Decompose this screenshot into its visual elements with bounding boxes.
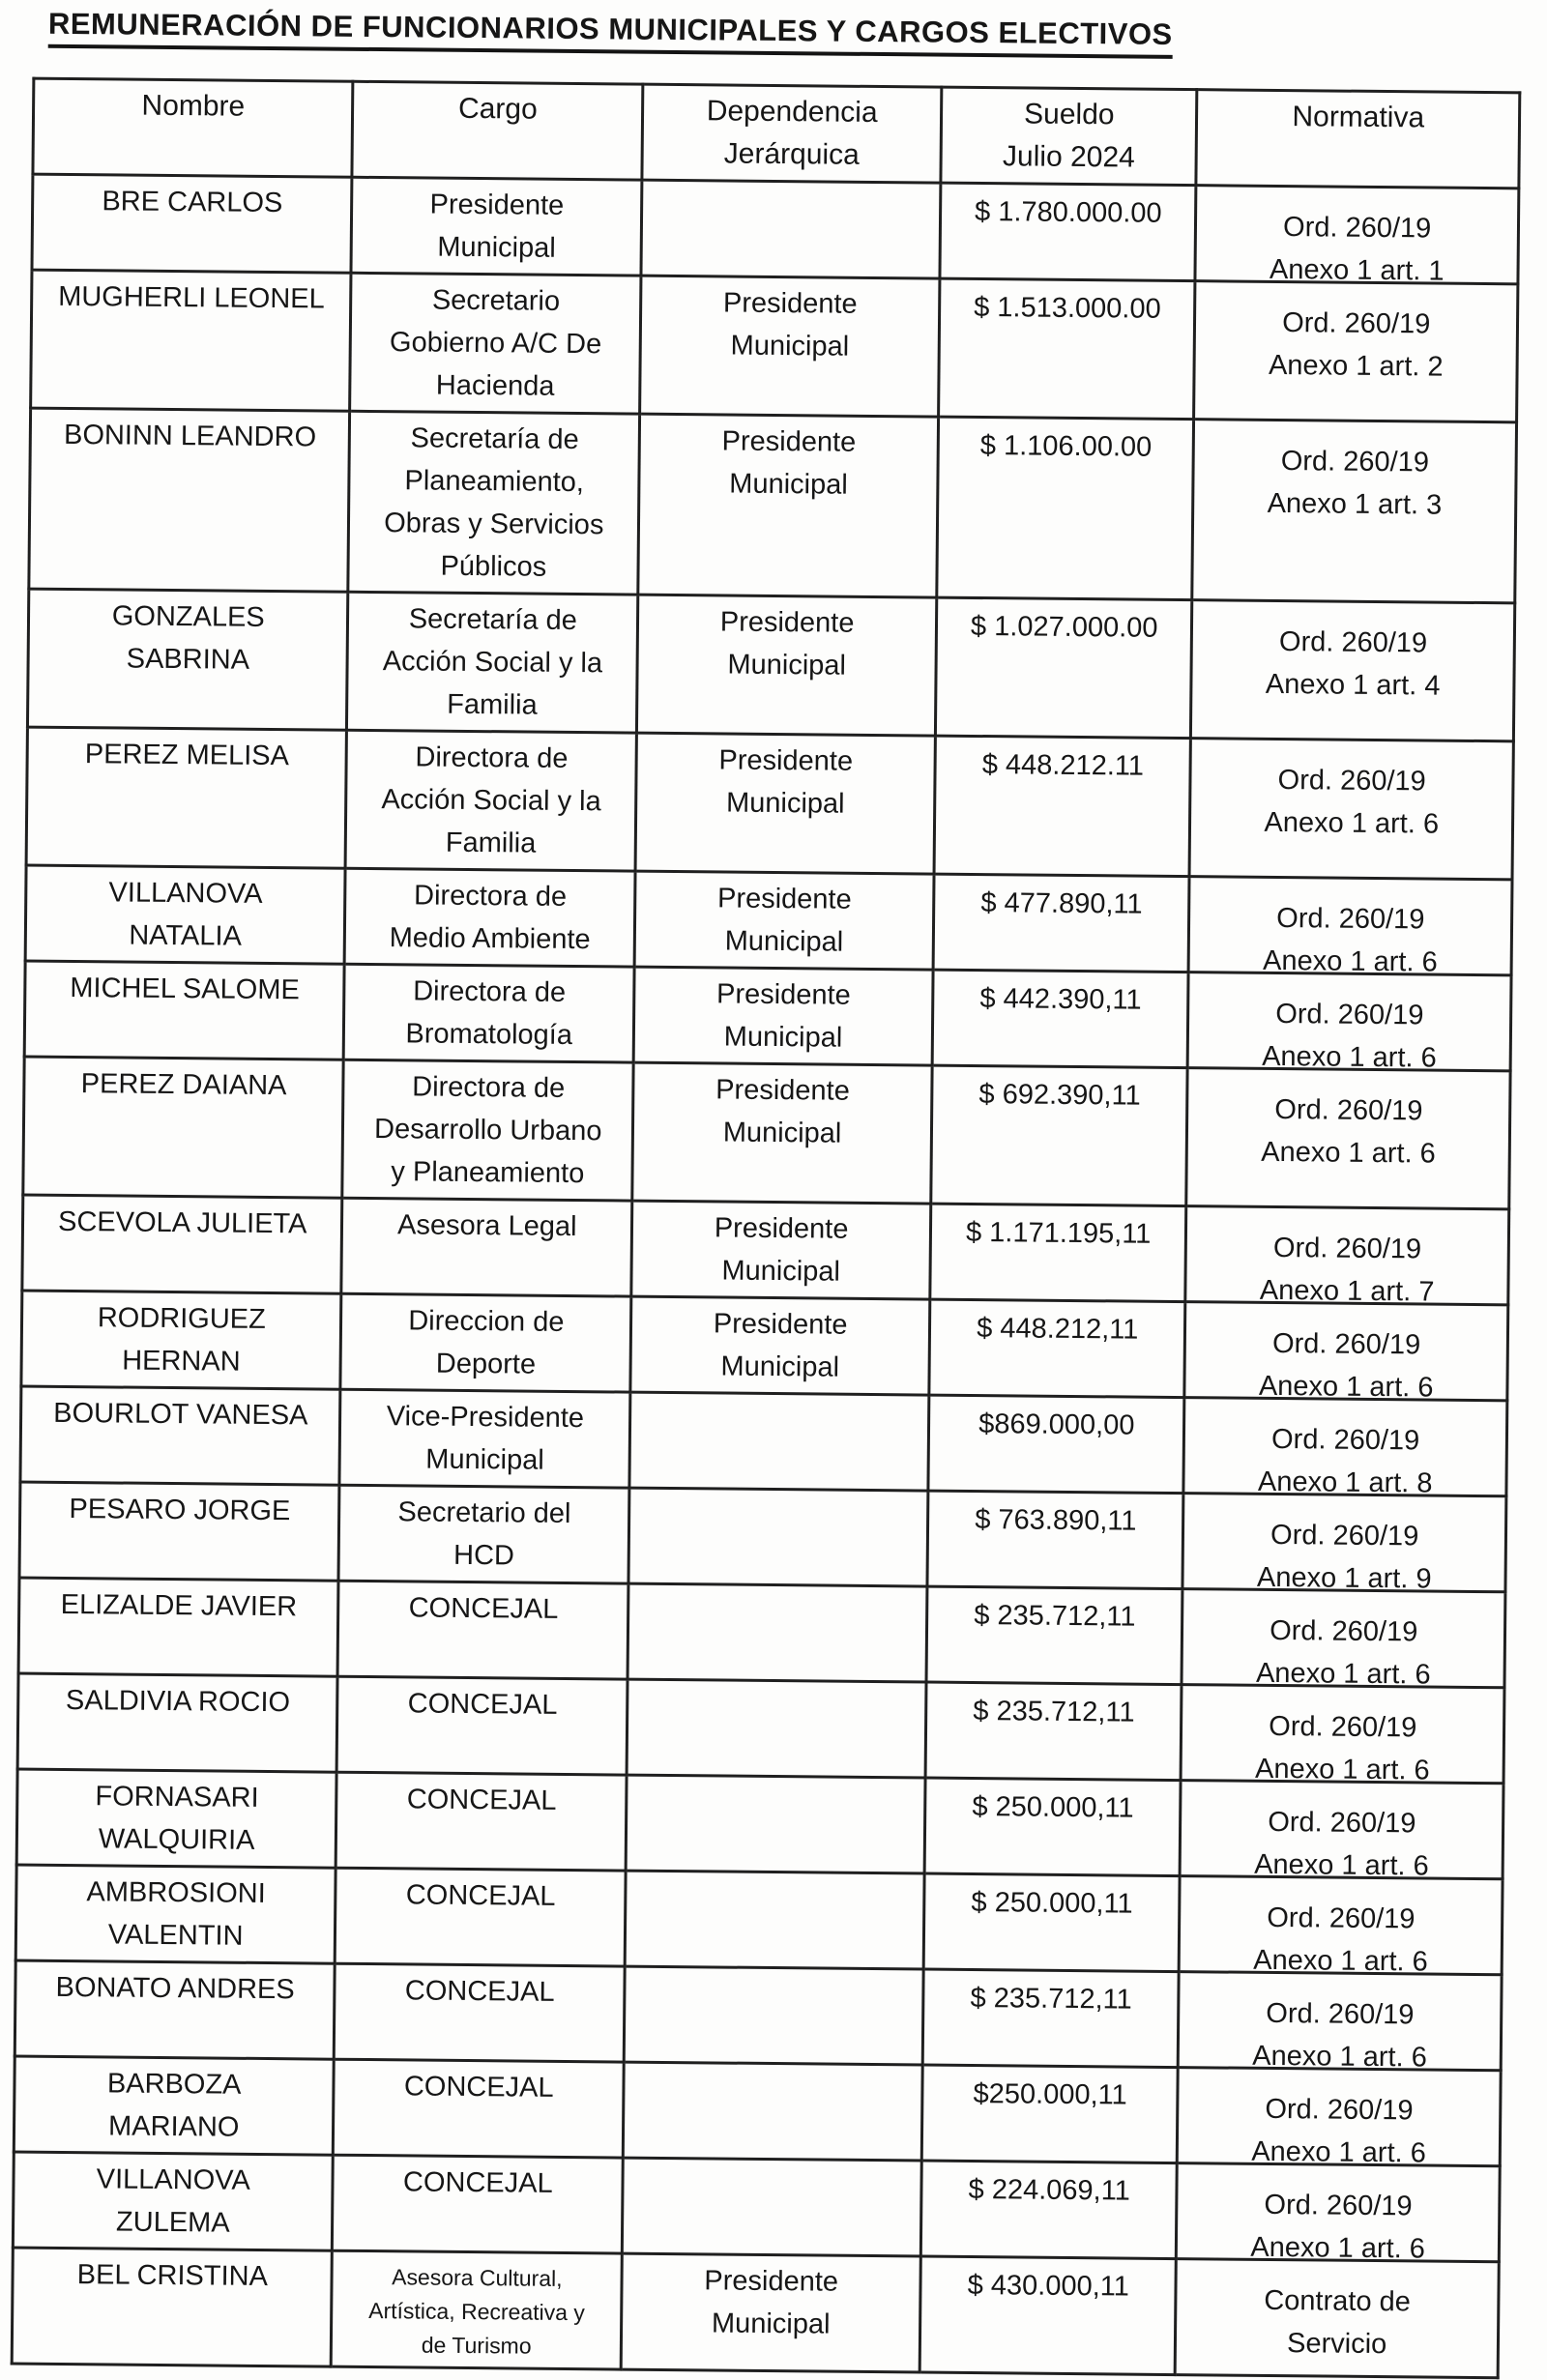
cell-nombre	[21, 1291, 341, 1389]
cell-text: $ 1.106.00.00	[979, 430, 1153, 463]
cell-normativa	[1182, 1589, 1504, 1691]
cell-text: Presidente Municipal	[722, 287, 858, 363]
cell-nombre	[32, 174, 352, 273]
cell-cargo	[337, 1676, 628, 1775]
cell-text: PEREZ MELISA	[84, 739, 290, 772]
cell-dependencia	[624, 1966, 923, 2065]
cell-nombre	[26, 727, 347, 868]
cell-normativa	[1188, 972, 1511, 1074]
cell-text: Ord. 260/19 Anexo 1 art. 9	[1256, 1519, 1432, 1595]
cell-dependencia	[625, 1871, 924, 1969]
cell-text	[637, 1398, 921, 1401]
cell-normativa	[1183, 1398, 1506, 1499]
cell-normativa	[1178, 2068, 1501, 2169]
cell-normativa	[1181, 1685, 1503, 1784]
cell-dependencia	[621, 2253, 920, 2372]
cell-text: Ord. 260/19 Anexo 1 art. 7	[1259, 1232, 1435, 1308]
cell-text: VILLANOVA NATALIA	[108, 877, 263, 952]
cell-cargo	[341, 1198, 632, 1296]
cell-text: CONCEJAL	[405, 1879, 556, 1912]
cell-text: SCEVOLA JULIETA	[57, 1205, 307, 1240]
cell-cargo	[339, 1389, 630, 1488]
cell-cargo	[348, 411, 639, 595]
cell-dependencia	[622, 2158, 921, 2256]
cell-text: Presidente Municipal	[715, 1074, 850, 1149]
cell-text: GONZALES SABRINA	[111, 600, 265, 676]
table-row	[27, 589, 1514, 741]
cell-text: Ord. 260/19 Anexo 1 art. 6	[1264, 764, 1440, 840]
cell-text	[635, 1685, 919, 1688]
cell-text: PESARO JORGE	[69, 1494, 291, 1527]
cell-dependencia	[627, 1679, 926, 1778]
cell-dependencia	[629, 1392, 929, 1491]
cell-dependencia	[635, 733, 935, 874]
cell-sueldo	[930, 1204, 1186, 1302]
cell-nombre	[29, 408, 350, 592]
cell-text: Ord. 260/19 Anexo 1 art. 6	[1258, 1327, 1434, 1404]
title-row	[48, 7, 1547, 63]
cell-dependencia	[634, 871, 934, 970]
cell-text: Secretario del HCD	[397, 1496, 571, 1572]
cell-cargo	[333, 2155, 624, 2253]
cell-normativa	[1181, 1781, 1503, 1882]
cell-text	[637, 1494, 921, 1496]
cell-sueldo	[932, 970, 1188, 1068]
header-row	[33, 78, 1520, 189]
column-header-sueldo: Sueldo Julio 2024	[941, 87, 1197, 186]
cell-sueldo	[935, 597, 1192, 739]
cell-sueldo	[937, 417, 1194, 600]
cell-text	[630, 2163, 915, 2166]
cell-text: PEREZ DAIANA	[80, 1068, 287, 1102]
cell-normativa	[1184, 1302, 1507, 1404]
cell-text: Asesora Cultural, Artística, Recreativa y de Turismo	[368, 2264, 586, 2359]
cell-text: $ 235.712,11	[973, 1696, 1135, 1728]
cell-text: BARBOZA MARIANO	[106, 2068, 242, 2143]
cell-dependencia	[638, 414, 939, 597]
cell-text: $ 224.069,11	[968, 2173, 1130, 2207]
column-header-normativa: Normativa	[1196, 90, 1519, 189]
cell-text: $869.000,00	[978, 1408, 1135, 1441]
cell-text: Presidente Municipal	[429, 189, 565, 264]
cell-text: $ 250.000,11	[972, 1791, 1134, 1824]
cell-text: $ 430.000,11	[967, 2269, 1130, 2303]
cell-normativa	[1177, 2163, 1500, 2265]
cell-dependencia	[637, 595, 937, 736]
cell-normativa	[1185, 1206, 1508, 1308]
cell-text: $ 448.212,11	[977, 1313, 1139, 1346]
cell-sueldo	[923, 1873, 1180, 1972]
cell-text: Contrato de Servicio	[1264, 2284, 1412, 2361]
cell-text: Presidente Municipal	[716, 883, 852, 958]
column-header-nombre: Nombre	[33, 78, 353, 177]
cell-text: Ord. 260/19 Anexo 1 art. 6	[1252, 1997, 1427, 2074]
cell-nombre	[15, 1960, 335, 2059]
cell-text: Ord. 260/19 Anexo 1 art. 6	[1261, 1093, 1436, 1170]
cell-dependencia	[632, 1062, 932, 1204]
column-header-cargo: Cargo	[352, 81, 643, 180]
cell-cargo	[335, 1963, 626, 2062]
cell-text: SALDIVIA ROCIO	[65, 1685, 291, 1719]
cell-sueldo	[921, 2065, 1178, 2163]
table-row	[23, 1057, 1510, 1209]
cell-normativa	[1182, 1494, 1505, 1595]
cell-text: Presidente Municipal	[719, 606, 855, 682]
cell-text: Ord. 260/19 Anexo 1 art. 1	[1269, 212, 1445, 287]
cell-dependencia	[641, 180, 941, 278]
cell-normativa	[1191, 600, 1515, 741]
page-title: REMUNERACIÓN DE FUNCIONARIOS MUNICIPALES Y CARGOS ELECTIVOS	[48, 7, 1173, 59]
remuneration-table	[11, 77, 1522, 2380]
cell-dependencia	[628, 1583, 927, 1682]
cell-sueldo	[934, 736, 1191, 877]
cell-text: CONCEJAL	[407, 1688, 558, 1721]
cell-dependencia	[623, 2062, 922, 2161]
cell-text: Ord. 260/19 Anexo 1 art. 6	[1250, 2189, 1426, 2265]
cell-text: Ord. 260/19 Anexo 1 art. 6	[1255, 1614, 1431, 1691]
cell-sueldo	[920, 2161, 1177, 2259]
cell-text: $ 477.890,11	[980, 887, 1143, 920]
cell-text: $ 1.513.000.00	[974, 291, 1161, 325]
cell-nombre	[24, 961, 344, 1059]
cell-text: Ord. 260/19 Anexo 1 art. 8	[1257, 1423, 1433, 1499]
table-row	[32, 174, 1519, 284]
cell-text: Presidente Municipal	[704, 2265, 839, 2340]
cell-normativa	[1192, 420, 1516, 603]
cell-text: Ord. 260/19 Anexo 1 art. 2	[1268, 307, 1444, 383]
cell-nombre	[23, 1057, 344, 1198]
cell-text	[633, 1876, 918, 1879]
cell-text: $ 692.390,11	[978, 1079, 1141, 1112]
cell-text: $ 235.712,11	[974, 1600, 1136, 1633]
cell-sueldo	[939, 278, 1196, 420]
cell-cargo	[332, 2250, 623, 2369]
cell-nombre	[20, 1386, 340, 1485]
cell-text	[632, 1972, 917, 1975]
cell-sueldo	[940, 183, 1196, 281]
cell-text: Secretario Gobierno A/C De Hacienda	[389, 284, 602, 402]
cell-text: BEL CRISTINA	[76, 2259, 269, 2293]
cell-text: RODRIGUEZ HERNAN	[97, 1302, 266, 1378]
table-row	[29, 408, 1517, 603]
cell-cargo	[342, 1059, 633, 1201]
cell-nombre	[12, 2248, 333, 2366]
cell-text: BONINN LEANDRO	[63, 419, 317, 453]
cell-cargo	[338, 1485, 629, 1583]
cell-text	[631, 2068, 916, 2071]
cell-nombre	[18, 1578, 338, 1676]
cell-text: FORNASARI WALQUIRIA	[95, 1781, 259, 1856]
cell-dependencia	[628, 1488, 928, 1586]
cell-text: Directora de Medio Ambiente	[389, 880, 591, 956]
cell-cargo	[336, 1868, 627, 1966]
cell-text: $ 448.212.11	[981, 749, 1145, 782]
cell-dependencia	[640, 276, 940, 417]
cell-text: CONCEJAL	[404, 1975, 555, 2008]
cell-text: MICHEL SALOME	[70, 972, 300, 1006]
cell-sueldo	[924, 1778, 1181, 1876]
cell-cargo	[336, 1772, 628, 1871]
cell-text: Ord. 260/19 Anexo 1 art. 3	[1267, 446, 1443, 521]
cell-normativa	[1180, 1876, 1503, 1978]
cell-text: $ 763.890,11	[975, 1504, 1137, 1537]
cell-text: Presidente Municipal	[714, 1212, 849, 1288]
cell-text: Ord. 260/19 Anexo 1 art. 6	[1253, 1901, 1428, 1978]
cell-cargo	[345, 868, 636, 967]
cell-normativa	[1195, 186, 1518, 287]
cell-cargo	[337, 1581, 628, 1679]
cell-cargo	[334, 2059, 625, 2158]
cell-text	[636, 1589, 920, 1592]
cell-text: Ord. 260/19 Anexo 1 art. 6	[1262, 998, 1437, 1074]
cell-text: Ord. 260/19 Anexo 1 art. 6	[1254, 1710, 1430, 1786]
cell-text: $ 442.390,11	[979, 983, 1142, 1016]
cell-text: Direccion de Deporte	[408, 1305, 565, 1380]
cell-text: CONCEJAL	[406, 1784, 557, 1816]
cell-sueldo	[925, 1682, 1182, 1781]
cell-text: Ord. 260/19 Anexo 1 art. 6	[1251, 2093, 1427, 2169]
cell-nombre	[27, 589, 348, 730]
cell-text: Directora de Desarrollo Urbano y Planeamiento	[373, 1071, 602, 1190]
table-row	[22, 1195, 1509, 1305]
cell-text: Ord. 260/19 Anexo 1 art. 6	[1262, 902, 1438, 978]
cell-dependencia	[631, 1201, 931, 1299]
cell-text: CONCEJAL	[403, 2071, 554, 2104]
cell-normativa	[1194, 281, 1518, 422]
cell-sueldo	[927, 1491, 1183, 1589]
cell-text: ELIZALDE JAVIER	[60, 1588, 298, 1623]
cell-nombre	[16, 1769, 336, 1868]
cell-text: $250.000,11	[973, 2078, 1127, 2111]
cell-text	[634, 1781, 919, 1784]
cell-text: Presidente Municipal	[715, 978, 851, 1054]
cell-text: Secretaría de Acción Social y la Familia	[382, 603, 603, 721]
cell-nombre	[19, 1482, 339, 1581]
cell-sueldo	[919, 2256, 1176, 2375]
cell-text: MUGHERLI LEONEL	[58, 280, 325, 315]
cell-text: CONCEJAL	[402, 2166, 553, 2199]
table-row	[31, 270, 1518, 422]
cell-nombre	[14, 2056, 334, 2155]
cell-text: Presidente Municipal	[718, 744, 854, 820]
table-row	[25, 865, 1512, 975]
cell-text: Presidente Municipal	[713, 1308, 848, 1383]
cell-nombre	[15, 1865, 336, 1963]
cell-text: CONCEJAL	[408, 1592, 559, 1625]
cell-text: BOURLOT VANESA	[53, 1397, 308, 1432]
cell-nombre	[13, 2152, 333, 2250]
cell-cargo	[351, 177, 642, 276]
cell-cargo	[344, 964, 635, 1062]
cell-normativa	[1176, 2259, 1500, 2378]
cell-text: Ord. 260/19 Anexo 1 art. 6	[1253, 1806, 1429, 1882]
cell-text: Asesora Legal	[396, 1209, 577, 1243]
cell-sueldo	[929, 1299, 1185, 1398]
cell-text: $ 1.027.000.00	[970, 610, 1158, 644]
cell-text: Vice-Presidente Municipal	[386, 1401, 585, 1476]
cell-cargo	[350, 273, 641, 414]
cell-text: $ 1.171.195,11	[965, 1216, 1152, 1250]
cell-text: $ 235.712,11	[970, 1983, 1132, 2016]
cell-text: $ 1.780.000.00	[974, 195, 1162, 229]
cell-text: BRE CARLOS	[102, 186, 283, 219]
cell-dependencia	[633, 967, 933, 1065]
cell-text: Directora de Bromatología	[405, 975, 573, 1052]
cell-normativa	[1186, 1068, 1510, 1209]
cell-sueldo	[933, 874, 1189, 972]
cell-nombre	[17, 1673, 337, 1772]
cell-sueldo	[931, 1065, 1188, 1206]
cell-cargo	[340, 1293, 631, 1392]
cell-normativa	[1179, 1972, 1502, 2074]
cell-text: Ord. 260/19 Anexo 1 art. 4	[1265, 626, 1441, 702]
cell-normativa	[1189, 877, 1512, 978]
cell-text: Secretaría de Planeamiento, Obras y Servicios Públicos	[384, 422, 604, 583]
cell-sueldo	[928, 1395, 1184, 1494]
cell-nombre	[25, 865, 345, 964]
cell-dependencia	[630, 1296, 930, 1395]
cell-sueldo	[926, 1586, 1182, 1685]
cell-text: VILLANOVA ZULEMA	[96, 2163, 250, 2239]
cell-sueldo	[922, 1969, 1179, 2068]
cell-cargo	[346, 730, 637, 871]
cell-text: BONATO ANDRES	[55, 1971, 295, 2006]
cell-dependencia	[626, 1775, 925, 1873]
cell-text: AMBROSIONI VALENTIN	[86, 1876, 266, 1952]
cell-normativa	[1189, 739, 1513, 880]
cell-cargo	[347, 592, 638, 733]
cell-nombre	[31, 270, 352, 411]
cell-text	[650, 186, 934, 189]
column-header-dependencia: Dependencia Jerárquica	[642, 84, 942, 183]
table-body	[12, 174, 1519, 2378]
table-row	[26, 727, 1513, 880]
cell-text: Presidente Municipal	[721, 425, 857, 501]
cell-text: Directora de Acción Social y la Familia	[381, 741, 601, 859]
cell-text: $ 250.000,11	[971, 1887, 1133, 1920]
cell-nombre	[22, 1195, 342, 1293]
